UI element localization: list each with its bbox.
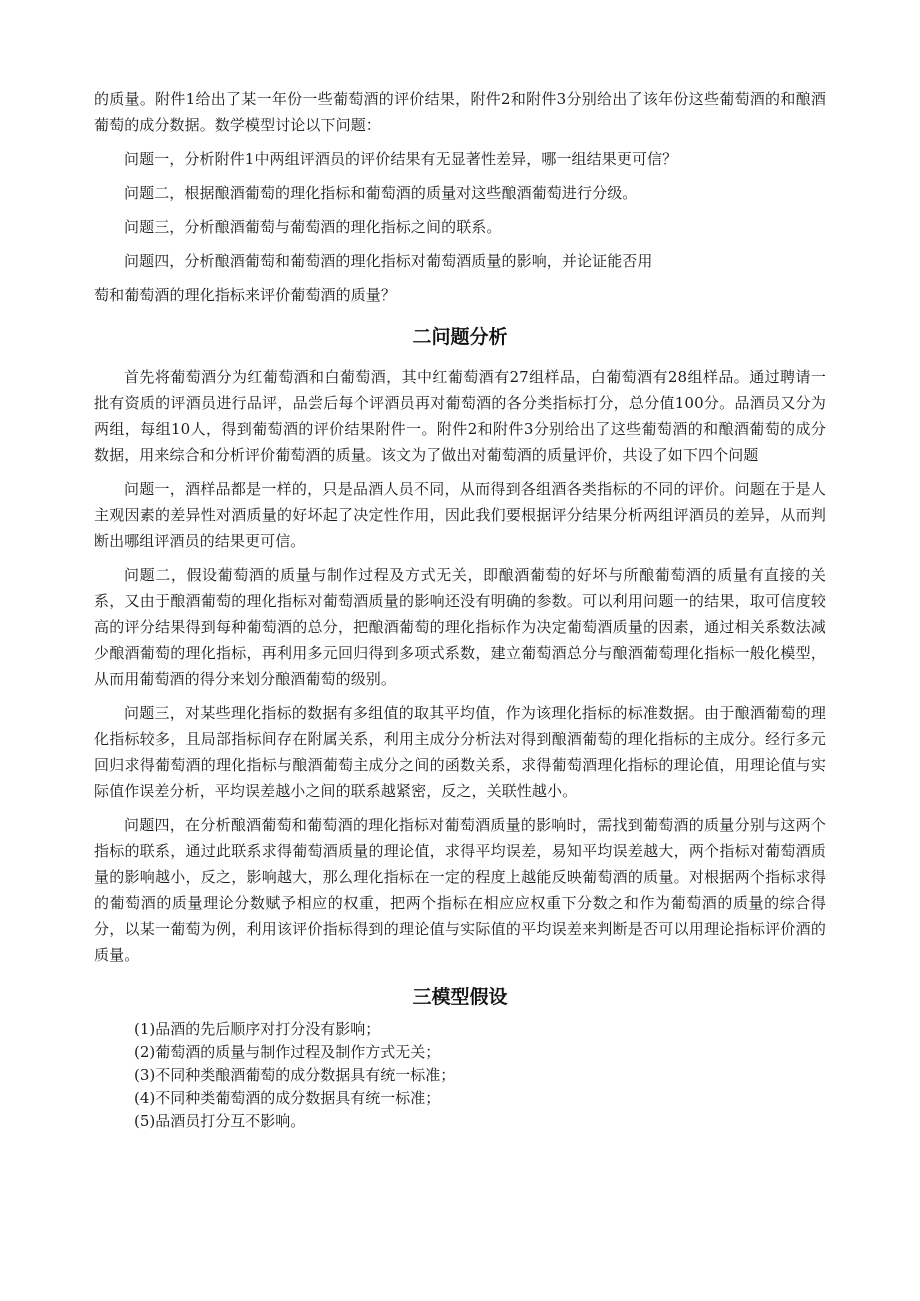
question-3: 问题三，分析酿酒葡萄与葡萄酒的理化指标之间的联系。 (124, 218, 502, 236)
analysis-paragraph-q2: 问题二，假设葡萄酒的质量与制作过程及方式无关，即酿酒葡萄的好坏与所酿葡萄酒的质量有直接的关系，又由于酿酒葡萄的理化指标对葡萄酒质量的影响还没有明确的参数。可以利用问题一的结果，取可信度较高的评分结果得到每种葡萄酒的总分，把酿酒葡萄的理化指标作为决定葡萄酒质量的因素，通过相关系数法减少酿酒葡萄的理化指标，再利用多元回归得到多项式系数，建立葡萄酒总分与酿酒葡萄理化指标一般化模型，从而用葡萄酒的得分来划分酿酒葡萄的级别。 (94, 566, 826, 688)
section-heading-problem-analysis: 二问题分析 (412, 326, 508, 348)
assumption-list (94, 1018, 826, 1133)
assumption-item: (2)葡萄酒的质量与制作过程及制作方式无关； (134, 1043, 441, 1061)
document-page (94, 86, 826, 1133)
question-1: 问题一，分析附件1中两组评酒员的评价结果有无显著性差异，哪一组结果更可信？ (124, 150, 678, 168)
intro-paragraph: 的质量。附件1给出了某一年份一些葡萄酒的评价结果，附件2和附件3分别给出了该年份这些葡萄酒的和酿酒葡萄的成分数据。数学模型讨论以下问题： (94, 90, 826, 134)
question-2: 问题二，根据酿酒葡萄的理化指标和葡萄酒的质量对这些酿酒葡萄进行分级。 (124, 184, 638, 202)
analysis-paragraph-q3: 问题三，对某些理化指标的数据有多组值的取其平均值，作为该理化指标的标准数据。由于酿酒葡萄的理化指标较多，且局部指标间存在附属关系，利用主成分分析法对得到酿酒葡萄的理化指标的主成分。经行多元回归求得葡萄酒的理化指标与酿酒葡萄主成分之间的函数关系，求得葡萄酒理化指标的理论值，用理论值与实际值作误差分析，平均误差越小之间的联系越紧密，反之，关联性越小。 (94, 704, 826, 800)
question-4: 问题四，分析酿酒葡萄和葡萄酒的理化指标对葡萄酒质量的影响，并论证能否用 (124, 252, 653, 270)
assumption-item: (1)品酒的先后顺序对打分没有影响； (134, 1020, 381, 1038)
assumption-item: (4)不同种类葡萄酒的成分数据具有统一标准； (134, 1089, 441, 1107)
question-4-continuation: 萄和葡萄酒的理化指标来评价葡萄酒的质量？ (94, 286, 397, 304)
analysis-paragraph-q4: 问题四，在分析酿酒葡萄和葡萄酒的理化指标对葡萄酒质量的影响时，需找到葡萄酒的质量分别与这两个指标的联系，通过此联系求得葡萄酒质量的理论值，求得平均误差，易知平均误差越大，两个指标对葡萄酒质量的影响越小，反之，影响越大，那么理化指标在一定的程度上越能反映葡萄酒的质量。对根据两个指标求得的葡萄酒的质量理论分数赋予相应的权重，把两个指标在相应应权重下分数之和作为葡萄酒的质量的综合得分，以某一葡萄为例，利用该评价指标得到的理论值与实际值的平均误差来判断是否可以用理论指标评价酒的质量。 (94, 816, 826, 964)
assumption-item: (3)不同种类酿酒葡萄的成分数据具有统一标准； (134, 1066, 456, 1084)
analysis-paragraph-q1: 问题一，酒样品都是一样的，只是品酒人员不同，从而得到各组酒各类指标的不同的评价。问题在于是人主观因素的差异性对酒质量的好坏起了决定性作用，因此我们要根据评分结果分析两组评酒员的差异，从而判断出哪组评酒员的结果更可信。 (94, 480, 826, 550)
assumption-item: (5)品酒员打分互不影响。 (134, 1112, 306, 1130)
section-heading-model-assumptions: 三模型假设 (412, 986, 508, 1008)
analysis-paragraph-overview: 首先将葡萄酒分为红葡萄酒和白葡萄酒，其中红葡萄酒有27组样品，白葡萄酒有28组样品。通过聘请一批有资质的评酒员进行品评，品尝后每个评酒员再对葡萄酒的各分类指标打分，总分值100分。品酒员又分为两组，每组10人，得到葡萄酒的评价结果附件一。附件2和附件3分别给出了这些葡萄酒的和酿酒葡萄的成分数据，用来综合和分析评价葡萄酒的质量。该文为了做出对葡萄酒的质量评价，共设了如下四个问题 (94, 368, 826, 464)
